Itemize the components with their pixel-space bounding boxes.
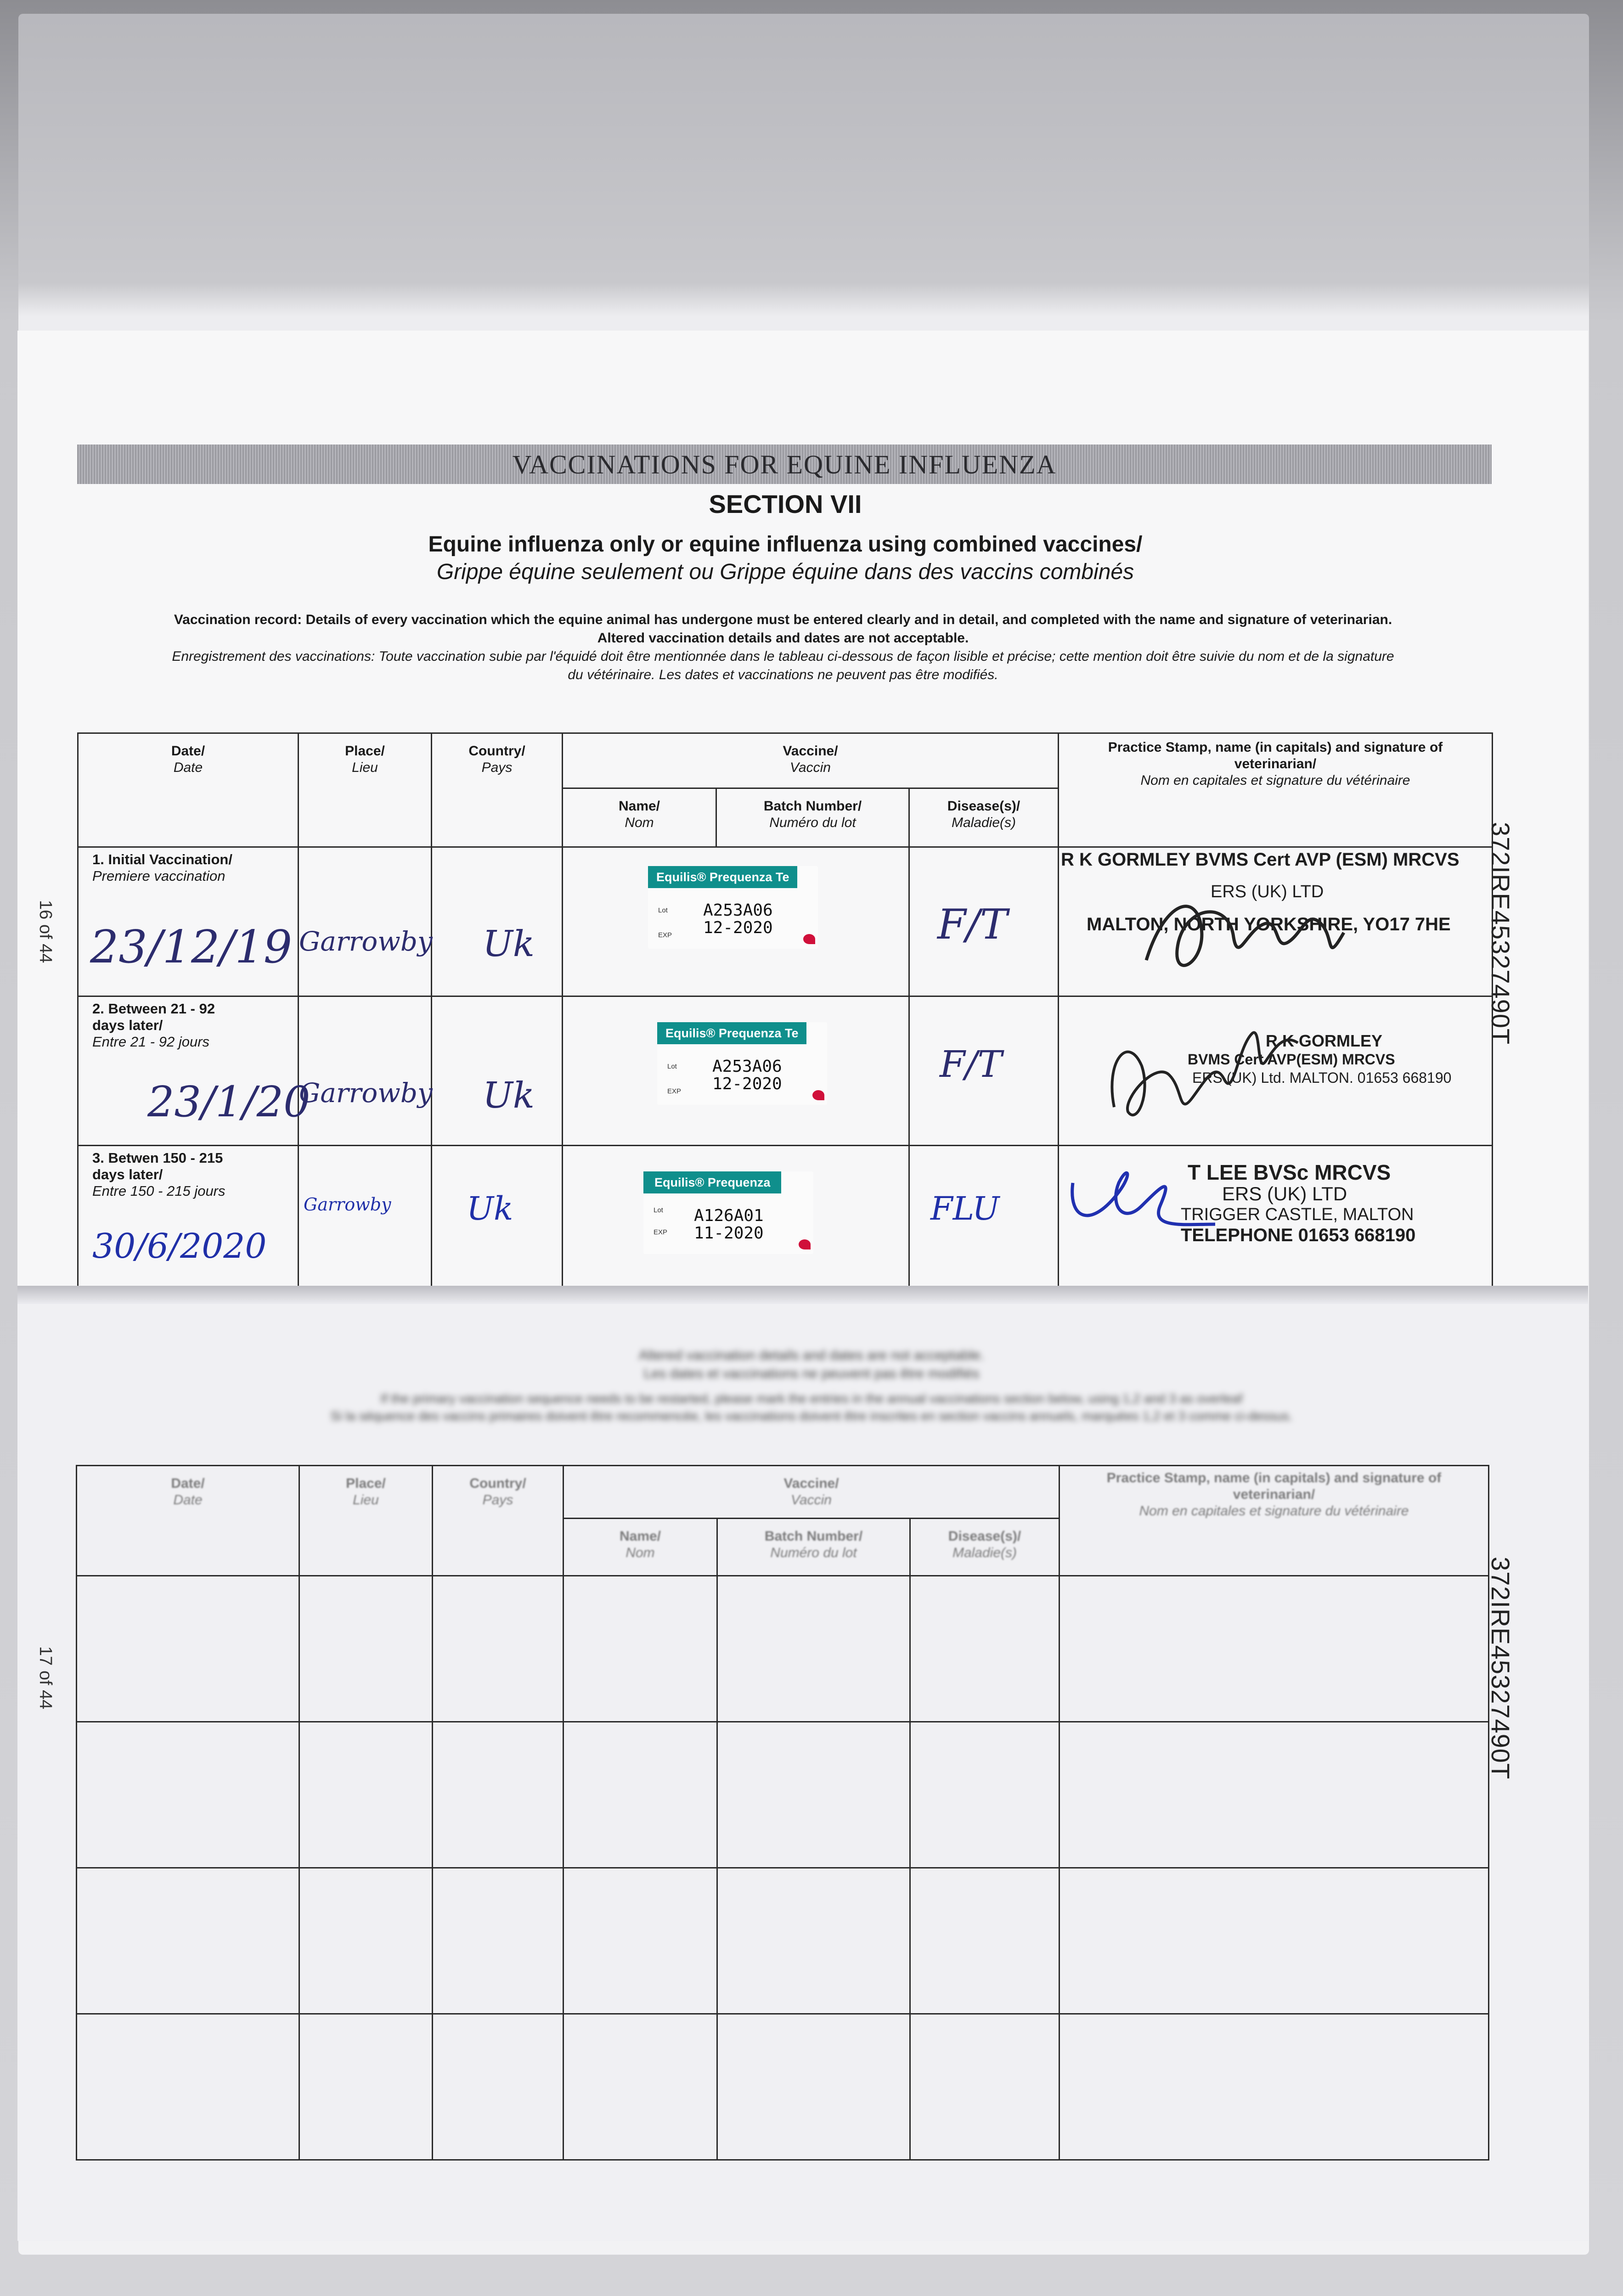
blank-row (77, 1722, 1489, 1868)
disease-cell (909, 847, 1059, 996)
exp-label: EXP (667, 1087, 682, 1095)
date-cell: 3. Betwen 150 - 215 days later/ Entre 150 - 215 jours 30/6/2020 (78, 1146, 299, 1295)
section-title: SECTION VII (709, 490, 862, 518)
practice-stamp-cell (1059, 847, 1493, 996)
header-place: Place/ Lieu (299, 1466, 433, 1576)
practice-stamp-cell (1059, 996, 1493, 1146)
faint-notice-1: Altered vaccination details and dates are not acceptable. (638, 1348, 985, 1363)
heading-english: Equine influenza only or equine influenza using combined vaccines/ (428, 532, 1143, 557)
practice-name: ERS (UK) LTD (1222, 1183, 1347, 1204)
header-place: Place/ Lieu (299, 733, 432, 847)
place-cell (299, 847, 432, 996)
blank-row (77, 2014, 1489, 2160)
section-banner (77, 445, 1492, 484)
header-disease: Disease(s)/ Maladie(s) (910, 1519, 1059, 1576)
banner-title: VACCINATIONS FOR EQUINE INFLUENZA (512, 449, 1057, 479)
lot-label: Lot (667, 1063, 677, 1070)
vaccine-sticker (657, 1022, 827, 1105)
vet-name: R K GORMLEY (1266, 1031, 1383, 1050)
header-country: Country/ Pays (432, 733, 563, 847)
vet-name: T LEE BVSc MRCVS (1188, 1160, 1391, 1184)
passport-serial-top: 372IRE45327490T (1486, 822, 1515, 1045)
vet-signature (1064, 1155, 1229, 1247)
instruction-english-2: Altered vaccination details and dates are not acceptable. (597, 630, 969, 646)
place-cell (299, 996, 432, 1146)
exp-label: EXP (658, 931, 672, 939)
sticker-mark (812, 1090, 824, 1100)
instruction-french-1: Enregistrement des vaccinations: Toute vaccination subie par l'équidé doit être mentionnée dans le tableau ci-dessous de façon lisible et précise; cette mention doit être suivie du nom et de la signature (172, 649, 1394, 664)
practice-stamp-cell (1059, 1146, 1493, 1295)
practice-contact: ERS (UK) Ltd. MALTON. 01653 668190 (1192, 1069, 1452, 1086)
header-vaccine-name: Name/ Nom (564, 1519, 717, 1576)
table-row (78, 847, 1493, 996)
country-cell (432, 847, 563, 996)
heading-french: Grippe équine seulement ou Grippe équine dans des vaccins combinés (436, 560, 1134, 584)
date-cell: 1. Initial Vaccination/ Premiere vaccination 23/12/19 (78, 847, 299, 996)
blank-row (77, 1576, 1489, 1722)
header-country: Country/ Pays (433, 1466, 564, 1576)
vaccine-name: Equilis® Prequenza Te (657, 1022, 806, 1044)
header-batch-number: Batch Number/ Numéro du lot (717, 1519, 910, 1576)
exp-label: EXP (654, 1228, 668, 1236)
practice-name: ERS (UK) LTD (1211, 882, 1324, 901)
vaccine-label-cell (563, 996, 909, 1146)
disease-cell (909, 996, 1059, 1146)
faint-notice-3: If the primary vaccination sequence needs to be restarted, please mark the entries in the annual vaccinations section below, using 1,2 and 3 as overleaf (380, 1391, 1243, 1406)
expiry-date: 12-2020 (712, 1075, 782, 1093)
place-value: Garrowby (299, 1077, 433, 1109)
vaccine-sticker (648, 866, 818, 949)
vaccine-sticker (643, 1171, 813, 1254)
header-vaccine: Vaccine/ Vaccin (563, 733, 1059, 788)
header-practice-stamp: Practice Stamp, name (in capitals) and signature of veterinarian/ Nom en capitales et signature du vétérinaire (1059, 733, 1493, 847)
vaccine-label-cell (563, 847, 909, 996)
batch-number: A126A01 (694, 1206, 764, 1225)
country-value: Uk (483, 1075, 535, 1116)
date-value: 23/12/19 (90, 921, 293, 974)
disease-value: F/T (940, 1043, 1002, 1086)
passport-serial-bottom: 372IRE45327490T (1486, 1557, 1515, 1780)
header-date: Date/ Date (78, 733, 299, 847)
table-row (78, 996, 1493, 1146)
date-value: 30/6/2020 (92, 1227, 267, 1266)
vaccine-name: Equilis® Prequenza (643, 1171, 781, 1193)
expiry-date: 12-2020 (703, 918, 773, 937)
country-value: Uk (483, 923, 535, 965)
disease-cell (909, 1146, 1059, 1295)
batch-number: A253A06 (712, 1057, 782, 1076)
date-value: 23/1/20 (147, 1077, 310, 1126)
page-number-17: 17 of 44 (36, 1646, 55, 1710)
header-batch-number: Batch Number/ Numéro du lot (716, 788, 909, 847)
date-cell: 2. Between 21 - 92 days later/ Entre 21 - 92 jours 23/1/20 (78, 996, 299, 1146)
practice-address: TRIGGER CASTLE, MALTON (1181, 1205, 1414, 1224)
vaccine-label-cell (563, 1146, 909, 1295)
place-cell (299, 1146, 432, 1295)
sticker-mark (803, 934, 815, 944)
table-row (78, 1146, 1493, 1295)
page-number-16: 16 of 44 (36, 900, 55, 963)
place-value: Garrowby (304, 1194, 391, 1215)
sticker-mark (799, 1239, 811, 1249)
vet-signature (1087, 1006, 1316, 1144)
place-value: Garrowby (299, 926, 433, 957)
vet-signature (1128, 873, 1367, 992)
batch-number: A253A06 (703, 901, 773, 920)
header-date: Date/ Date (77, 1466, 299, 1576)
faint-notice-2: Les dates et vaccinations ne peuvent pas être modifiés (643, 1366, 980, 1381)
practice-telephone: TELEPHONE 01653 668190 (1181, 1225, 1416, 1245)
header-vaccine: Vaccine/ Vaccin (564, 1466, 1059, 1519)
faint-notice-4: Si la séquence des vaccins primaires doivent être recommencée, les vaccinations doivent être inscrites en section vaccins annuels, marquées 1,2 et 3 comme ci-dessus. (330, 1409, 1293, 1423)
practice-address: MALTON, NORTH YORKSHIRE, YO17 7HE (1087, 914, 1451, 934)
blank-vaccination-table (76, 1465, 1489, 2161)
instruction-english-1: Vaccination record: Details of every vaccination which the equine animal has undergone must be entered clearly and in detail, and completed with the name and signature of veterinarian. (174, 612, 1392, 627)
header-practice-stamp: Practice Stamp, name (in capitals) and signature of veterinarian/ Nom en capitales et signature du vétérinaire (1059, 1466, 1489, 1576)
instruction-french-2: du vétérinaire. Les dates et vaccinations ne peuvent pas être modifiés. (568, 667, 998, 682)
header-disease: Disease(s)/ Maladie(s) (909, 788, 1059, 847)
country-cell (432, 996, 563, 1146)
country-value: Uk (467, 1190, 513, 1227)
disease-value: FLU (930, 1190, 1000, 1227)
expiry-date: 11-2020 (694, 1224, 764, 1243)
lot-label: Lot (658, 906, 668, 914)
header-vaccine-name: Name/ Nom (563, 788, 716, 847)
lot-label: Lot (654, 1206, 663, 1214)
blank-row (77, 1868, 1489, 2014)
vaccination-table (77, 732, 1493, 1295)
vet-qualifications: BVMS Cert AVP(ESM) MRCVS (1188, 1051, 1395, 1068)
disease-value: F/T (937, 900, 1008, 949)
vet-name: R K GORMLEY BVMS Cert AVP (ESM) MRCVS (1061, 850, 1460, 870)
page-fold (17, 1286, 1588, 1304)
country-cell (432, 1146, 563, 1295)
vaccine-name: Equilis® Prequenza Te (648, 866, 797, 888)
